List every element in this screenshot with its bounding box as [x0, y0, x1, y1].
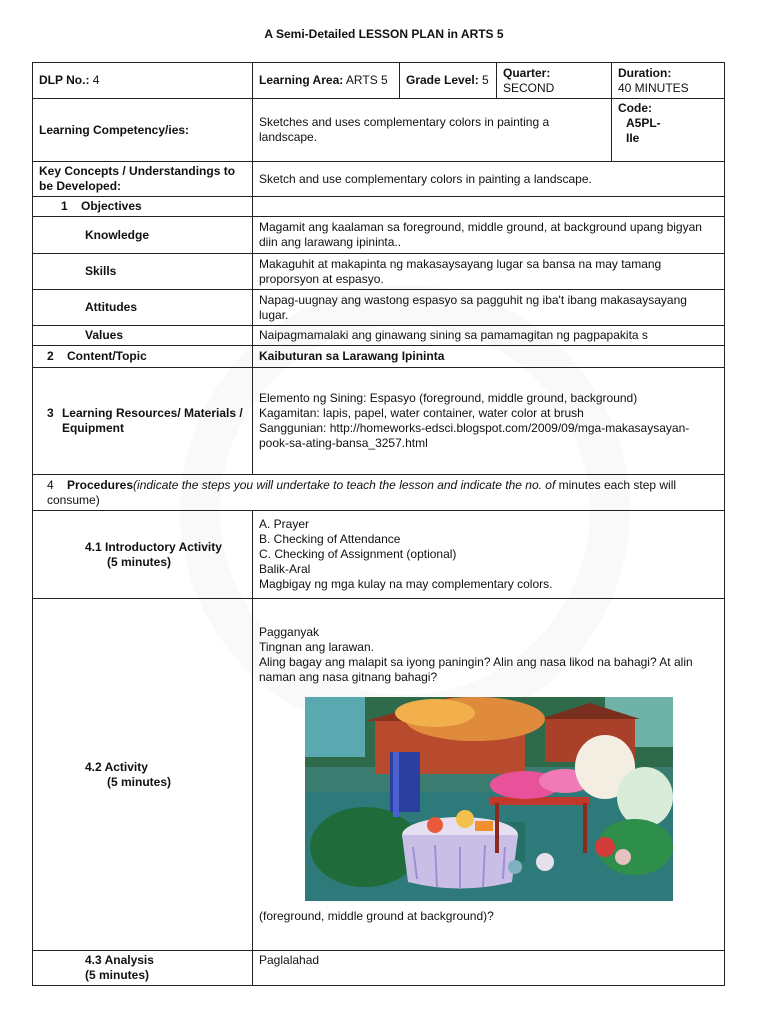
duration-cell: Duration: 40 MINUTES — [612, 63, 725, 99]
resources-kagamitan: Kagamitan: lapis, papel, water container, water color at brush — [259, 406, 584, 420]
key-concepts-text: Sketch and use complementary colors in painting a landscape. — [253, 162, 725, 197]
quarter-cell: Quarter: SECOND — [497, 63, 612, 99]
key-concepts-label: Key Concepts / Understandings to be Developed: — [33, 162, 253, 197]
activity-row — [33, 599, 725, 951]
knowledge-row — [33, 217, 725, 254]
intro-activity-content — [253, 511, 725, 599]
learning-area-cell: Learning Area: ARTS 5 — [253, 63, 400, 99]
resources-text — [253, 368, 725, 475]
content-label: 2 Content/Topic — [33, 346, 253, 368]
attitudes-text: Napag-uugnay ang wastong espasyo sa pagguhit ng iba't ibang makasaysayang lugar. — [253, 290, 725, 326]
intro-item: A. Prayer — [259, 517, 310, 531]
attitudes-label: Attitudes — [33, 290, 253, 326]
objectives-label: 1 Objectives — [33, 197, 253, 217]
attitudes-row — [33, 290, 725, 326]
competency-label: Learning Competency/ies: — [33, 99, 253, 162]
activity-content — [253, 599, 725, 951]
intro-item: Magbigay ng mga kulay na may complementary colors. — [259, 577, 553, 591]
key-concepts-row — [33, 162, 725, 197]
knowledge-label: Knowledge — [33, 217, 253, 254]
activity-tingnan: Tingnan ang larawan. — [259, 640, 374, 654]
activity-label: 4.2 Activity (5 minutes) — [33, 599, 253, 951]
code-cell: Code: A5PL- IIe — [612, 99, 725, 162]
resources-elemento: Elemento ng Sining: Espasyo (foreground, middle ground, background) — [259, 391, 638, 405]
grade-level-cell: Grade Level: 5 — [400, 63, 497, 99]
procedures-cell: 4 Procedures(indicate the steps you will undertake to teach the lesson and indicate the no. of minutes each step will consume) — [33, 475, 725, 511]
dlp-no-cell: DLP No.: 4 — [33, 63, 253, 99]
resources-sanggunian: Sanggunian: http://homeworks-edsci.blogspot.com/2009/09/mga-makasaysayan-pook-sa-ating-bansa_3257.html — [259, 421, 690, 450]
knowledge-text: Magamit ang kaalaman sa foreground, middle ground, at background upang bigyan diin ang larawang ipininta.. — [253, 217, 725, 254]
activity-caption: (foreground, middle ground at background)? — [259, 909, 494, 923]
content-text: Kaibuturan sa Larawang Ipininta — [253, 346, 725, 368]
objectives-row — [33, 197, 725, 217]
competency-row — [33, 99, 725, 162]
content-row — [33, 346, 725, 368]
analysis-row — [33, 951, 725, 986]
intro-item: Balik-Aral — [259, 562, 311, 576]
procedures-row — [33, 475, 725, 511]
activity-question: Aling bagay ang malapit sa iyong paningin? Alin ang nasa likod na bahagi? At alin naman ang nasa gitnang bahagi? — [259, 655, 693, 684]
objectives-empty — [253, 197, 725, 217]
skills-row — [33, 254, 725, 290]
intro-item: C. Checking of Assignment (optional) — [259, 547, 457, 561]
header-row — [33, 63, 725, 99]
skills-label: Skills — [33, 254, 253, 290]
analysis-text: Paglalahad — [253, 951, 725, 986]
page-title: A Semi-Detailed LESSON PLAN in ARTS 5 — [264, 27, 504, 41]
intro-activity-row — [33, 511, 725, 599]
analysis-label: 4.3 Analysis (5 minutes) — [33, 951, 253, 986]
values-text: Naipagmamalaki ang ginawang sining sa pamamagitan ng pagpapakita s — [253, 326, 725, 346]
resources-label: 3 Learning Resources/ Materials / Equipment — [33, 368, 253, 475]
intro-item: B. Checking of Attendance — [259, 532, 401, 546]
lesson-plan-table — [32, 62, 725, 986]
landscape-painting-image — [305, 697, 673, 901]
resources-row — [33, 368, 725, 475]
competency-text: Sketches and uses complementary colors in painting a landscape. — [253, 99, 612, 162]
skills-text: Makaguhit at makapinta ng makasaysayang lugar sa bansa na may tamang proporsyon at espasyo. — [253, 254, 725, 290]
values-row — [33, 326, 725, 346]
intro-activity-label: 4.1 Introductory Activity (5 minutes) — [33, 511, 253, 599]
activity-pagganyak: Pagganyak — [259, 625, 320, 639]
values-label: Values — [33, 326, 253, 346]
